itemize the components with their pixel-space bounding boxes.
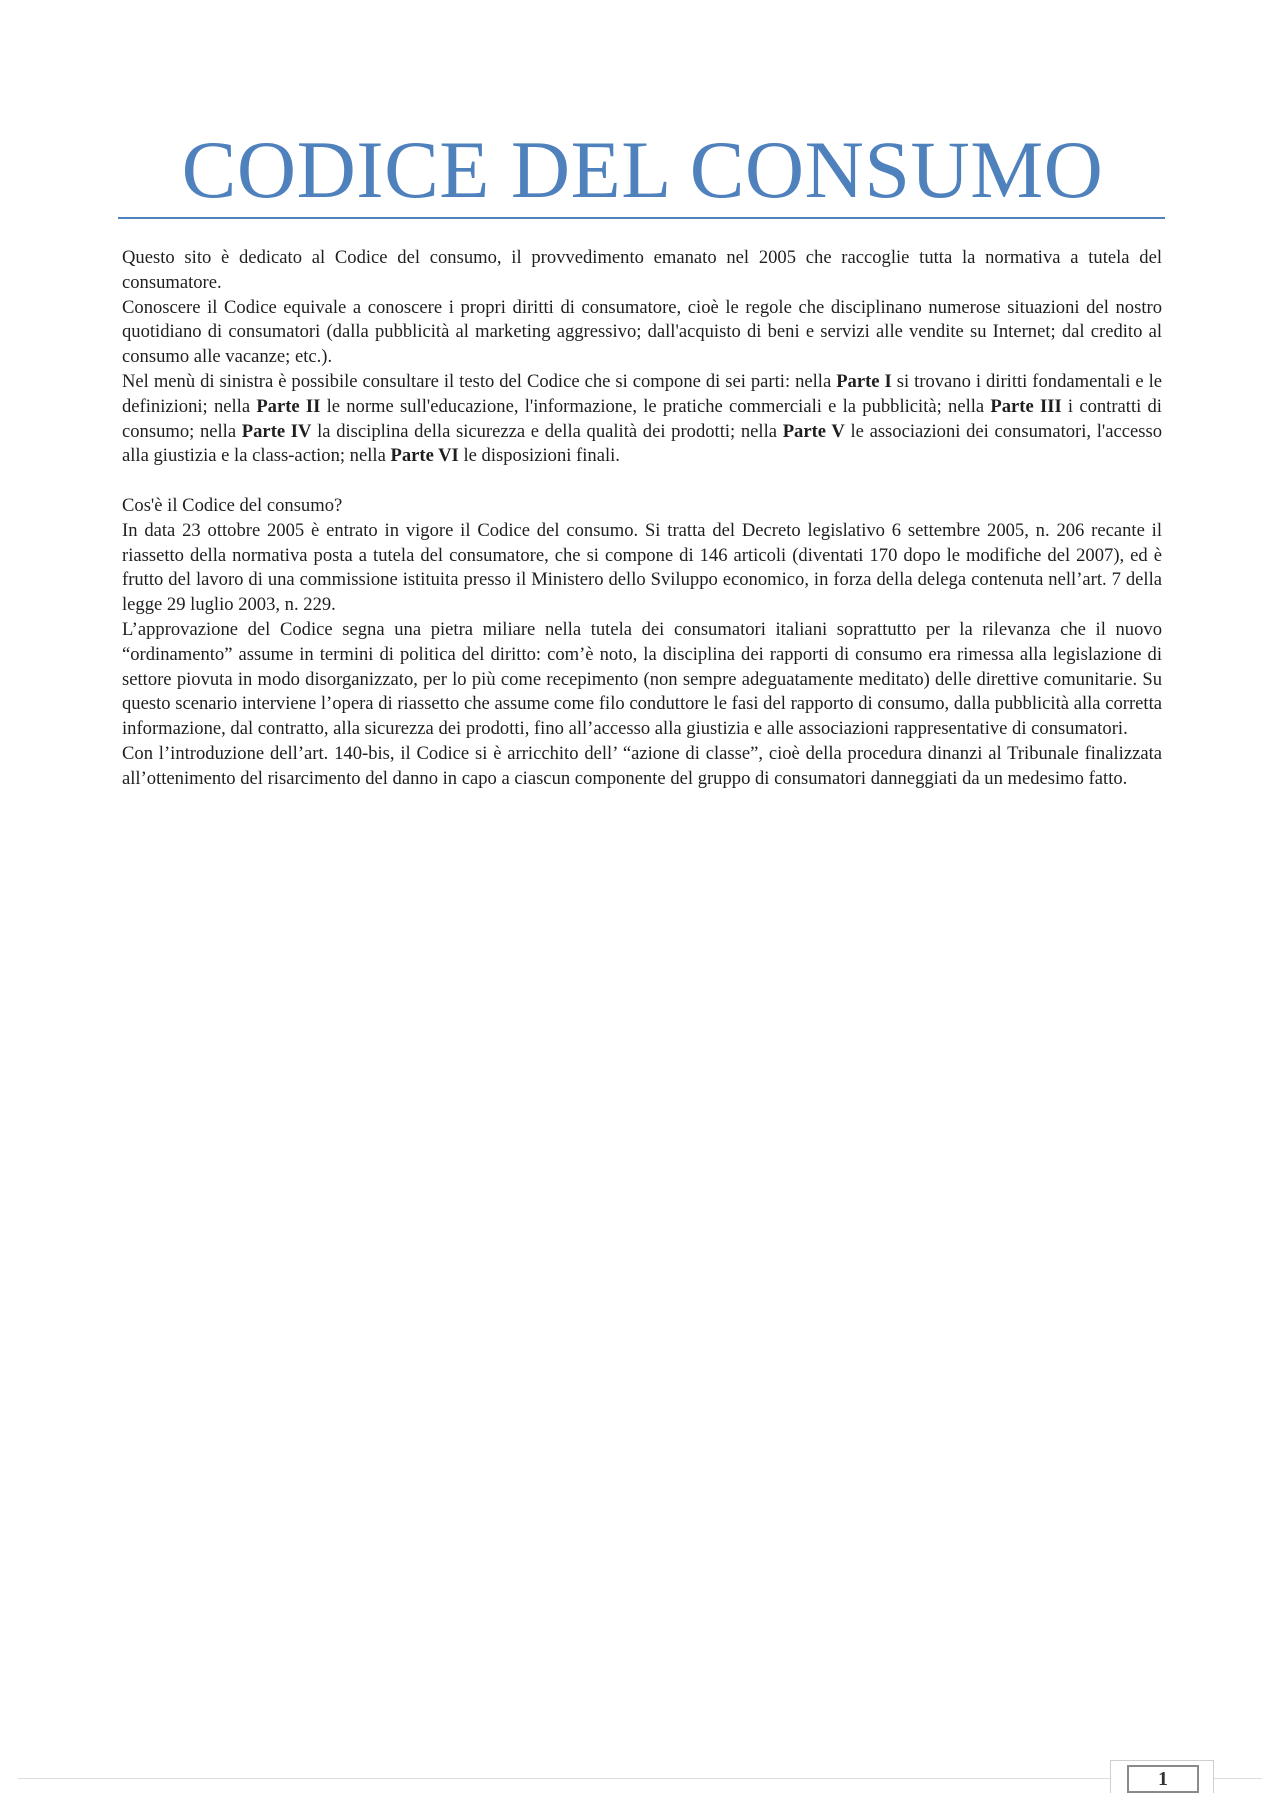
intro-p3-text-1: Nel menù di sinistra è possibile consultare il testo del Codice che si compone di sei parti: nella [122, 370, 837, 392]
intro-p3-part-iv: Parte IV [241, 420, 312, 442]
document-body [122, 246, 1162, 792]
section-paragraph-2: L’approvazione del Codice segna una pietra miliare nella tutela dei consumatori italiani soprattutto per la rilevanza che il nuovo “ordinamento” assume in termini di politica del diritto: com’è noto, la disciplina dei rapporti di consumo era rimessa alla legislazione di settore piovuta in modo disorganizzato, per lo più come recepimento (non sempre adeguatamente meditato) delle direttive comunitarie. Su questo scenario interviene l’opera di riassetto che assume come filo conduttore le fasi del rapporto di consumo, dalla pubblicità alla corretta informazione, dal contratto, alla sicurezza dei prodotti, fino all’accesso alla giustizia e alle associazioni rappresentative di consumatori. [122, 618, 1162, 740]
intro-p3-text-5: la disciplina della sicurezza e della qualità dei prodotti; nella [311, 420, 783, 442]
intro-p3-part-i: Parte I [836, 370, 892, 392]
page-number-tab [1110, 1760, 1214, 1793]
intro-p3-text-3: le norme sull'educazione, l'informazione, le pratiche commerciali e la pubblicità; nella [320, 395, 991, 417]
intro-p3-text-7: le disposizioni finali. [458, 445, 620, 467]
intro-paragraph-1: Questo sito è dedicato al Codice del consumo, il provvedimento emanato nel 2005 che raccoglie tutta la normativa a tutela del consumatore. [122, 247, 1162, 293]
page-number: 1 [1127, 1765, 1199, 1793]
intro-p3-part-vi: Parte VI [390, 445, 459, 467]
intro-p3-text-6: le associazioni dei consumatori, l'accesso alla giustizia e la class-action; nella [122, 420, 1163, 467]
intro-p3-part-v: Parte V [782, 420, 845, 442]
intro-paragraph-3 [122, 370, 1162, 469]
intro-p3-text-2: si trovano i diritti fondamentali e le definizioni; nella [122, 370, 1162, 417]
section-paragraph-1: In data 23 ottobre 2005 è entrato in vigore il Codice del consumo. Si tratta del Decreto legislativo 6 settembre 2005, n. 206 recante il riassetto della normativa posta a tutela del consumatore, che si compone di 146 articoli (diventati 170 dopo le modifiche del 2007), ed è frutto del lavoro di una commissione istituita presso il Ministero dello Sviluppo economico, in forza della delega contenuta nell’art. 7 della legge 29 luglio 2003, n. 229. [122, 519, 1162, 616]
title-underline [118, 217, 1165, 219]
intro-p3-part-iii: Parte III [990, 395, 1062, 417]
section-heading: Cos'è il Codice del consumo? [122, 494, 343, 516]
section-paragraph-3: Con l’introduzione dell’art. 140-bis, il Codice si è arricchito dell’ “azione di classe”, cioè della procedura dinanzi al Tribunale finalizzata all’ottenimento del risarcimento del danno in capo a ciascun componente del gruppo di consumatori danneggiati da un medesimo fatto. [122, 742, 1162, 789]
footer-rule [18, 1778, 1262, 1779]
intro-p3-part-ii: Parte II [256, 395, 321, 417]
paragraph-spacer [122, 469, 1162, 494]
intro-p3-text-4: i contratti di consumo; nella [122, 395, 1162, 442]
document-title: CODICE DEL CONSUMO [181, 124, 1104, 215]
intro-paragraph-2: Conoscere il Codice equivale a conoscere i propri diritti di consumatore, cioè le regole che disciplinano numerose situazioni del nostro quotidiano di consumatori (dalla pubblicità al marketing aggressivo; dall'acquisto di beni e servizi alle vendite su Internet; dal credito al consumo alle vacanze; etc.). [122, 296, 1162, 368]
